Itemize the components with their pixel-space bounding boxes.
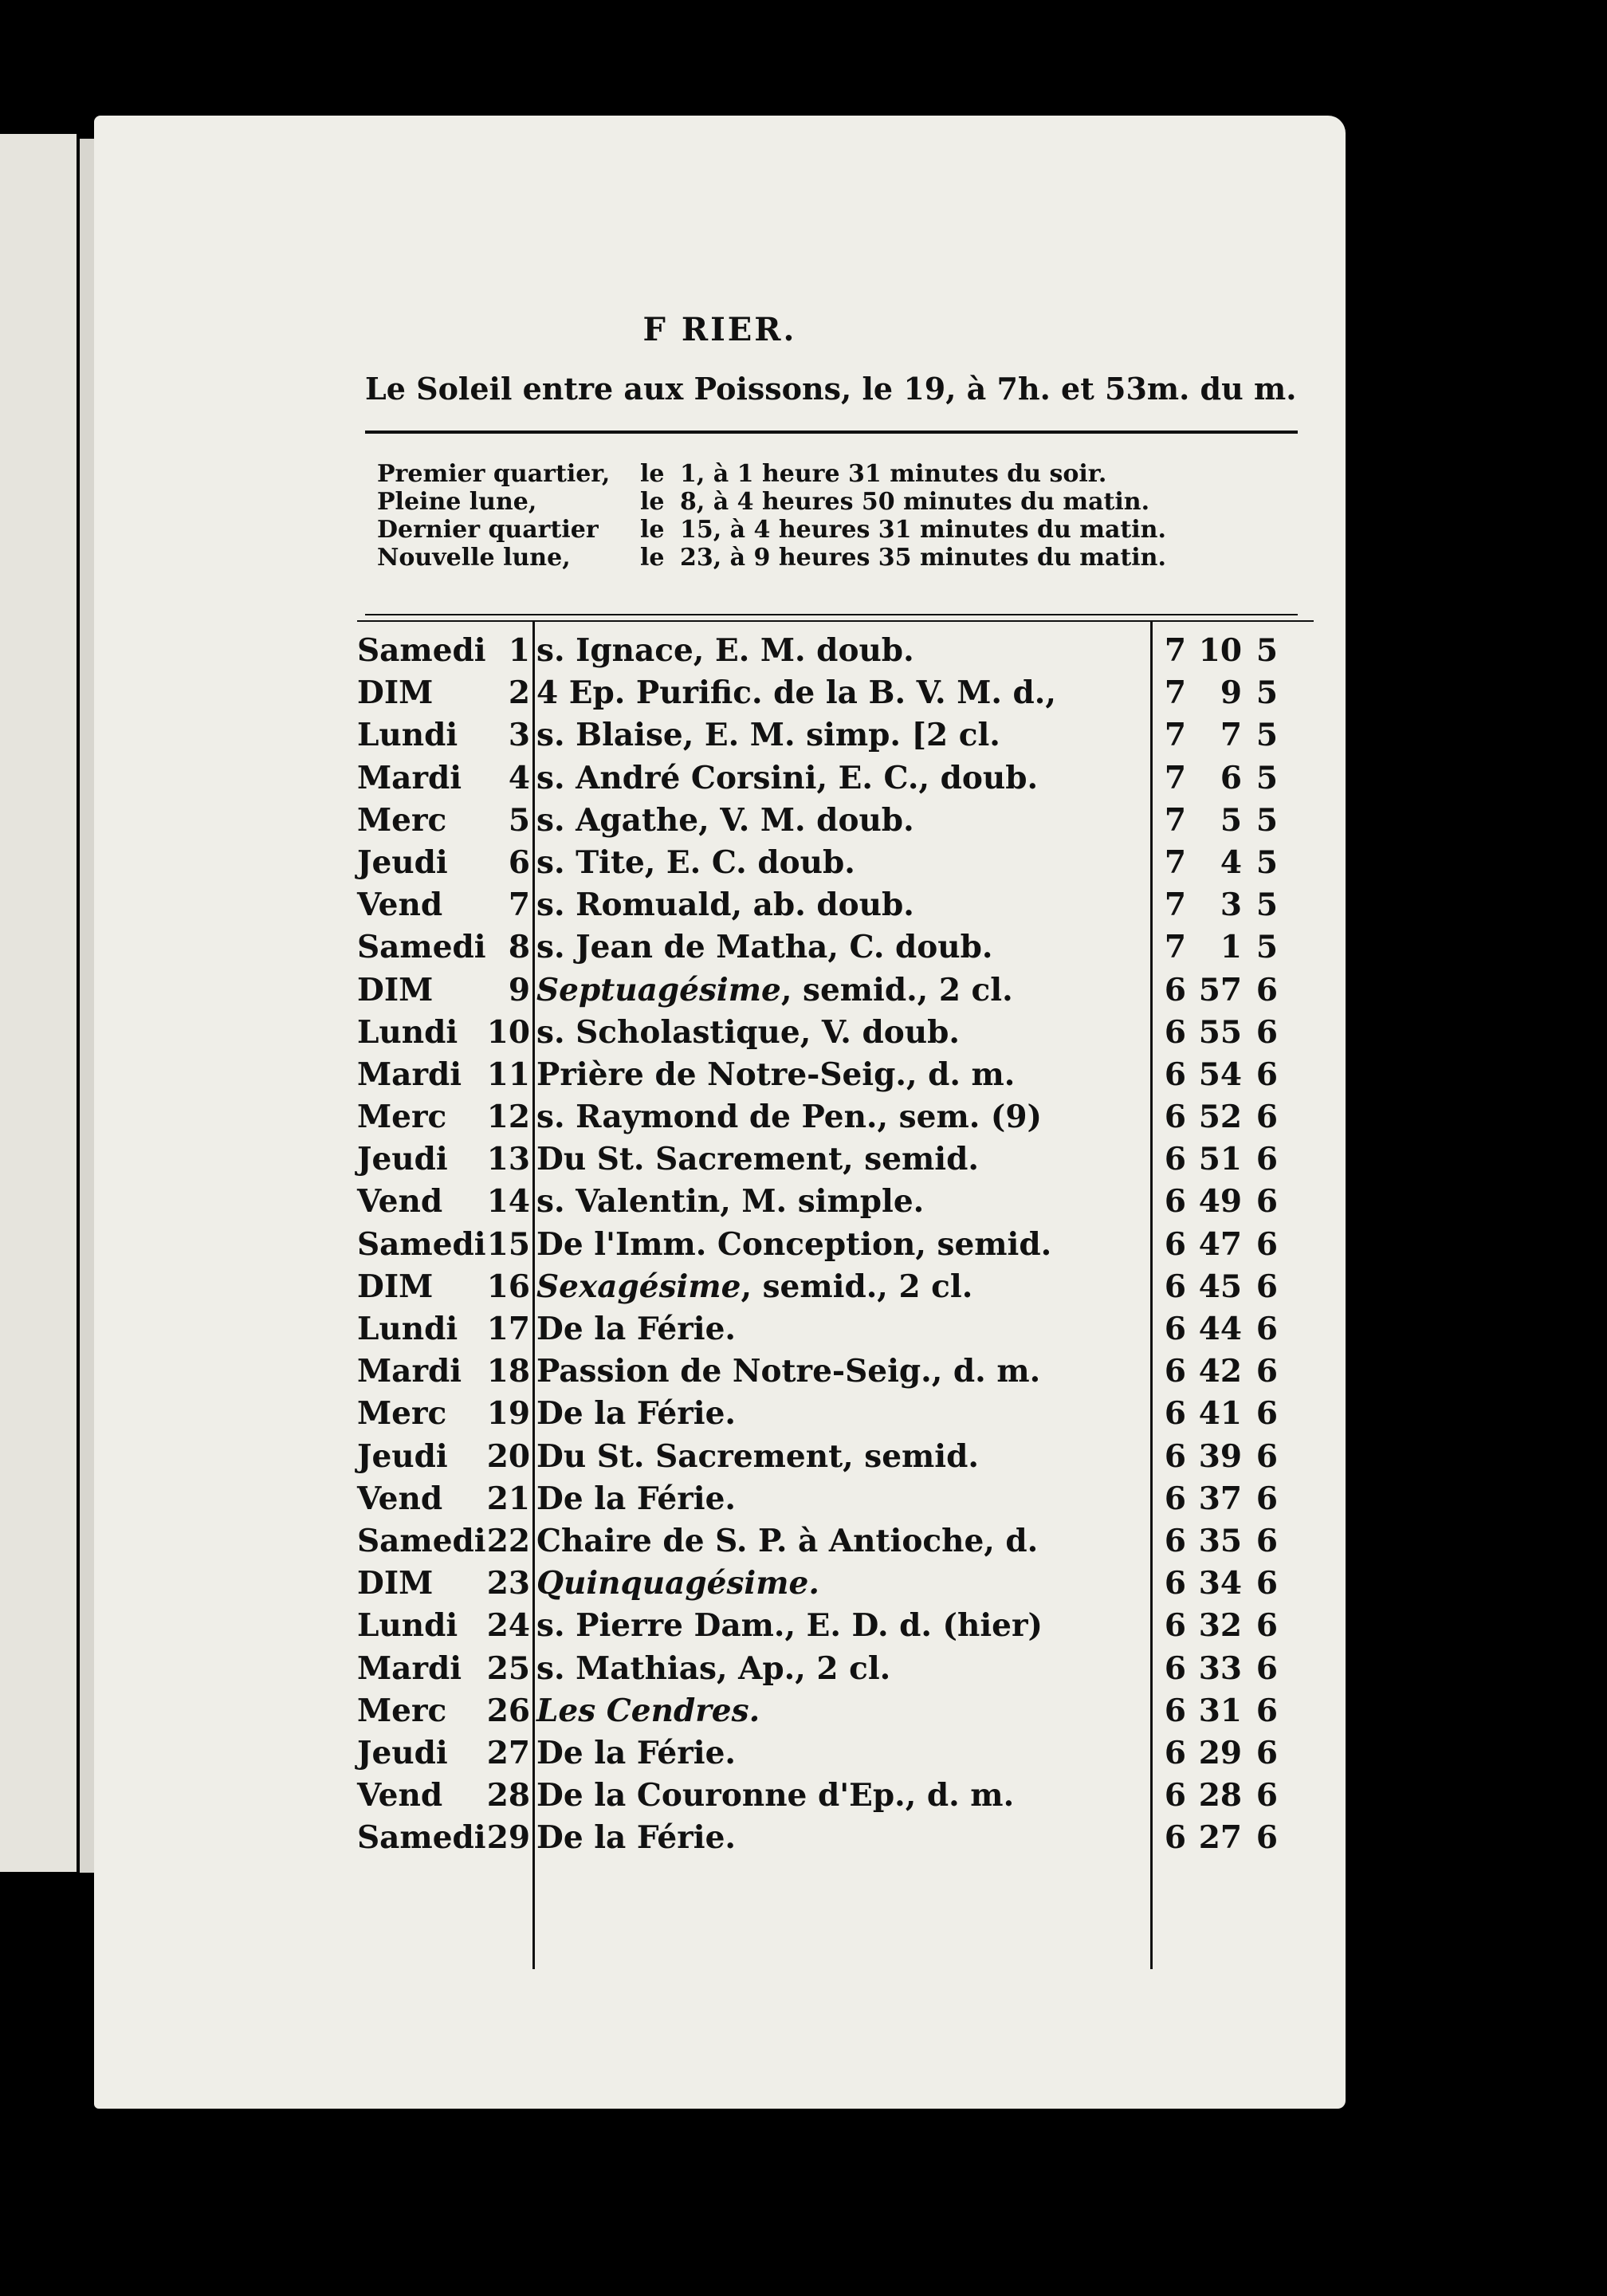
moon-phase-name: Nouvelle lune, [377,544,571,572]
weekday: Mardi [357,1649,462,1687]
moon-phase-detail: 8, à 4 heures 50 minutes du matin. [680,488,1150,516]
day-number: 28 [486,1777,530,1814]
sunset-hour: 5 [1255,843,1278,881]
moon-phase-name: Pleine lune, [377,488,537,516]
day-number: 16 [486,1268,530,1305]
sunrise-hour: 6 [1164,1819,1186,1857]
calendar-row [357,1181,1314,1223]
sunset-hour: 6 [1255,1437,1278,1475]
sunrise-minute: 31 [1198,1692,1242,1729]
facing-page [0,134,77,1872]
calendar-row [357,1012,1314,1054]
sunset-hour: 5 [1255,801,1278,839]
calendar-row [357,1096,1314,1138]
feast-entry: s. Pierre Dam., E. D. d. (hier) [536,1607,1043,1645]
weekday: Mardi [357,759,462,796]
feast-entry: s. Romuald, ab. doub. [536,887,914,924]
sunrise-hour: 7 [1164,843,1186,881]
weekday: Lundi [357,717,458,754]
sunrise-hour: 7 [1164,632,1186,669]
sunrise-minute: 3 [1220,887,1242,924]
day-number: 21 [486,1480,530,1517]
feast-entry: De la Férie. [536,1311,736,1347]
moon-phase-detail: 23, à 9 heures 35 minutes du matin. [680,544,1166,572]
sunrise-hour: 7 [1164,674,1186,712]
sunset-hour: 6 [1255,1225,1278,1263]
weekday: Merc [357,801,447,839]
weekday: DIM [357,971,434,1008]
sunrise-hour: 6 [1164,1183,1186,1221]
sunrise-hour: 7 [1164,801,1186,839]
day-number: 1 [508,632,530,669]
feast-entry: s. Agathe, V. M. doub. [536,801,914,839]
sunrise-minute: 37 [1198,1480,1242,1517]
sunset-hour: 6 [1255,1056,1278,1093]
sunrise-minute: 33 [1198,1649,1242,1687]
sunset-hour: 6 [1255,1607,1278,1645]
day-number: 6 [508,843,530,881]
sunset-hour: 5 [1255,887,1278,924]
calendar-row [357,1266,1314,1308]
day-number: 15 [486,1225,530,1263]
calendar-row [357,1224,1314,1266]
weekday: Jeudi [357,843,448,881]
feast-entry: s. Blaise, E. M. simp. [2 cl. [536,717,1000,754]
calendar-row [357,1563,1314,1605]
calendar-row [357,1817,1314,1859]
feast-entry: De la Couronne d'Ep., d. m. [536,1777,1015,1814]
weekday: DIM [357,674,434,712]
weekday: DIM [357,1268,434,1305]
calendar-row [357,926,1314,969]
weekday: Jeudi [357,1734,448,1771]
day-number: 3 [508,717,530,754]
sunrise-hour: 7 [1164,717,1186,754]
day-number: 26 [486,1692,530,1729]
day-number: 17 [486,1311,530,1347]
calendar-row [357,1520,1314,1563]
calendar-row [357,672,1314,714]
sunrise-minute: 27 [1198,1819,1242,1857]
sunset-hour: 6 [1255,1734,1278,1771]
calendar-row [357,714,1314,757]
top-rule [365,431,1298,434]
weekday: Jeudi [357,1437,448,1475]
moon-phase-line [377,488,1302,516]
day-number: 13 [486,1141,530,1178]
sunrise-hour: 6 [1164,1480,1186,1517]
weekday: Lundi [357,1607,458,1645]
weekday: Mardi [357,1056,462,1093]
sunrise-hour: 6 [1164,1141,1186,1178]
calendar-row [357,1648,1314,1690]
sunrise-minute: 41 [1198,1395,1242,1433]
feast-entry: Prière de Notre-Seig., d. m. [536,1056,1016,1093]
weekday: Vend [357,1183,443,1221]
sunrise-minute: 55 [1198,1013,1242,1051]
moon-phase-name: Premier quartier, [377,460,611,488]
calendar-row [357,1350,1314,1393]
moon-phase-le: le [640,460,665,488]
month-title: F RIER. [642,311,797,348]
sunrise-hour: 6 [1164,1437,1186,1475]
sunrise-minute: 35 [1198,1522,1242,1559]
weekday: Vend [357,887,443,924]
feast-entry: De la Férie. [536,1734,736,1771]
page-edge [80,139,94,1873]
sunrise-hour: 6 [1164,1565,1186,1602]
sunset-hour: 6 [1255,1692,1278,1729]
feast-entry: s. Raymond de Pen., sem. (9) [536,1099,1042,1136]
sunrise-hour: 6 [1164,1734,1186,1771]
feast-entry: Du St. Sacrement, semid. [536,1141,979,1178]
day-number: 18 [486,1353,530,1390]
day-number: 11 [486,1056,530,1093]
sunrise-hour: 6 [1164,1607,1186,1645]
weekday: Vend [357,1777,443,1814]
feast-entry: s. Mathias, Ap., 2 cl. [536,1649,891,1687]
weekday: Samedi [357,1225,486,1263]
calendar-row [357,630,1314,672]
sunrise-minute: 42 [1198,1353,1242,1390]
calendar-row [357,800,1314,842]
sunrise-minute: 1 [1220,929,1242,966]
sunrise-hour: 7 [1164,929,1186,966]
sunset-hour: 6 [1255,1777,1278,1814]
calendar-row [357,842,1314,884]
sunrise-minute: 39 [1198,1437,1242,1475]
moon-phase-detail: 15, à 4 heures 31 minutes du matin. [680,516,1166,544]
weekday: Samedi [357,632,486,669]
sunset-hour: 6 [1255,1480,1278,1517]
feast-entry: Les Cendres. [536,1692,760,1729]
sunset-hour: 6 [1255,1099,1278,1136]
sunset-hour: 5 [1255,632,1278,669]
sunset-hour: 6 [1255,1565,1278,1602]
day-number: 29 [486,1819,530,1857]
sunrise-minute: 4 [1220,843,1242,881]
sunset-hour: 5 [1255,717,1278,754]
sunrise-minute: 29 [1198,1734,1242,1771]
day-number: 20 [486,1437,530,1475]
calendar-row [357,1775,1314,1817]
sunrise-minute: 52 [1198,1099,1242,1136]
day-number: 23 [486,1565,530,1602]
feast-entry: s. Tite, E. C. doub. [536,843,855,881]
sunrise-minute: 51 [1198,1141,1242,1178]
moon-phase-line [377,516,1302,544]
sunrise-hour: 7 [1164,887,1186,924]
feast-entry: s. Jean de Matha, C. doub. [536,929,993,966]
calendar-row [357,1478,1314,1520]
sunrise-hour: 6 [1164,1353,1186,1390]
weekday: Samedi [357,929,486,966]
table-top-rule [357,620,1314,622]
calendar-table [357,630,1314,1859]
day-number: 4 [508,759,530,796]
day-number: 5 [508,801,530,839]
sunset-hour: 5 [1255,674,1278,712]
day-number: 2 [508,674,530,712]
almanac-page [94,116,1346,2109]
sunrise-hour: 6 [1164,1395,1186,1433]
moon-phase-line [377,460,1302,486]
calendar-row [357,1308,1314,1350]
calendar-row [357,757,1314,800]
sunset-hour: 6 [1255,1395,1278,1433]
weekday: Jeudi [357,1141,448,1178]
sunset-hour: 6 [1255,1649,1278,1687]
sunrise-minute: 44 [1198,1311,1242,1347]
weekday: Merc [357,1099,447,1136]
weekday: Vend [357,1480,443,1517]
moon-phase-le: le [640,544,665,572]
sunrise-hour: 6 [1164,1225,1186,1263]
day-number: 10 [486,1013,530,1051]
sunrise-minute: 9 [1220,674,1242,712]
sunset-hour: 6 [1255,1268,1278,1305]
day-number: 27 [486,1734,530,1771]
day-number: 7 [508,887,530,924]
feast-entry: s. Valentin, M. simple. [536,1183,925,1221]
sunrise-hour: 6 [1164,1692,1186,1729]
weekday: Lundi [357,1013,458,1051]
sunset-hour: 6 [1255,1141,1278,1178]
sunset-hour: 5 [1255,759,1278,796]
calendar-row [357,1138,1314,1181]
calendar-row [357,1605,1314,1647]
moon-phase-line [377,544,1302,572]
sunrise-minute: 28 [1198,1777,1242,1814]
sunset-hour: 6 [1255,1311,1278,1347]
day-number: 8 [508,929,530,966]
sunrise-hour: 6 [1164,1522,1186,1559]
calendar-row [357,1436,1314,1478]
calendar-row [357,1393,1314,1435]
sunrise-minute: 5 [1220,801,1242,839]
calendar-row [357,1690,1314,1732]
feast-entry: 4 Ep. Purific. de la B. V. M. d., [536,674,1056,712]
sunrise-hour: 6 [1164,1013,1186,1051]
sunset-hour: 6 [1255,971,1278,1008]
feast-entry: Septuagésime, semid., 2 cl. [536,971,1013,1008]
day-number: 9 [508,971,530,1008]
weekday: Lundi [357,1311,458,1347]
day-number: 22 [486,1522,530,1559]
weekday: Merc [357,1395,447,1433]
sunrise-hour: 6 [1164,1099,1186,1136]
sunrise-minute: 54 [1198,1056,1242,1093]
sunrise-minute: 49 [1198,1183,1242,1221]
sunset-hour: 6 [1255,1353,1278,1390]
day-number: 19 [486,1395,530,1433]
sunrise-hour: 6 [1164,1777,1186,1814]
weekday: Samedi [357,1819,486,1857]
calendar-row [357,1054,1314,1096]
feast-entry: De la Férie. [536,1395,736,1433]
day-number: 25 [486,1649,530,1687]
sunrise-minute: 7 [1220,717,1242,754]
feast-entry: De la Férie. [536,1480,736,1517]
sunrise-minute: 6 [1220,759,1242,796]
calendar-row [357,1732,1314,1775]
sunrise-minute: 45 [1198,1268,1242,1305]
sun-sign-line: Le Soleil entre aux Poissons, le 19, à 7h. et 53m. du m. [365,371,1297,407]
weekday: DIM [357,1565,434,1602]
day-number: 24 [486,1607,530,1645]
sunrise-hour: 6 [1164,1268,1186,1305]
sunrise-minute: 10 [1198,632,1242,669]
feast-entry: Du St. Sacrement, semid. [536,1437,979,1475]
sunrise-hour: 7 [1164,759,1186,796]
sunset-hour: 5 [1255,929,1278,966]
sunrise-hour: 6 [1164,1056,1186,1093]
sunrise-minute: 47 [1198,1225,1242,1263]
sunset-hour: 6 [1255,1522,1278,1559]
feast-entry: s. Ignace, E. M. doub. [536,632,914,669]
sunrise-hour: 6 [1164,971,1186,1008]
sunrise-hour: 6 [1164,1649,1186,1687]
weekday: Merc [357,1692,447,1729]
phase-rule [365,614,1298,615]
sunrise-minute: 32 [1198,1607,1242,1645]
day-number: 12 [486,1099,530,1136]
day-number: 14 [486,1183,530,1221]
sunrise-hour: 6 [1164,1311,1186,1347]
feast-entry: De la Férie. [536,1819,736,1857]
sunrise-minute: 57 [1198,971,1242,1008]
sunset-hour: 6 [1255,1819,1278,1857]
feast-entry: Passion de Notre-Seig., d. m. [536,1353,1041,1390]
sunset-hour: 6 [1255,1013,1278,1051]
moon-phase-detail: 1, à 1 heure 31 minutes du soir. [680,460,1107,488]
calendar-row [357,969,1314,1012]
sunrise-minute: 34 [1198,1565,1242,1602]
feast-entry: Quinquagésime. [536,1565,819,1602]
moon-phase-le: le [640,516,665,544]
weekday: Mardi [357,1353,462,1390]
weekday: Samedi [357,1522,486,1559]
feast-entry: s. Scholastique, V. doub. [536,1013,960,1051]
feast-entry: s. André Corsini, E. C., doub. [536,759,1039,796]
feast-entry: Chaire de S. P. à Antioche, d. [536,1522,1039,1559]
sunset-hour: 6 [1255,1183,1278,1221]
feast-entry: De l'Imm. Conception, semid. [536,1225,1052,1263]
feast-entry: Sexagésime, semid., 2 cl. [536,1268,973,1305]
moon-phase-le: le [640,488,665,516]
moon-phase-name: Dernier quartier [377,516,599,544]
calendar-row [357,884,1314,926]
